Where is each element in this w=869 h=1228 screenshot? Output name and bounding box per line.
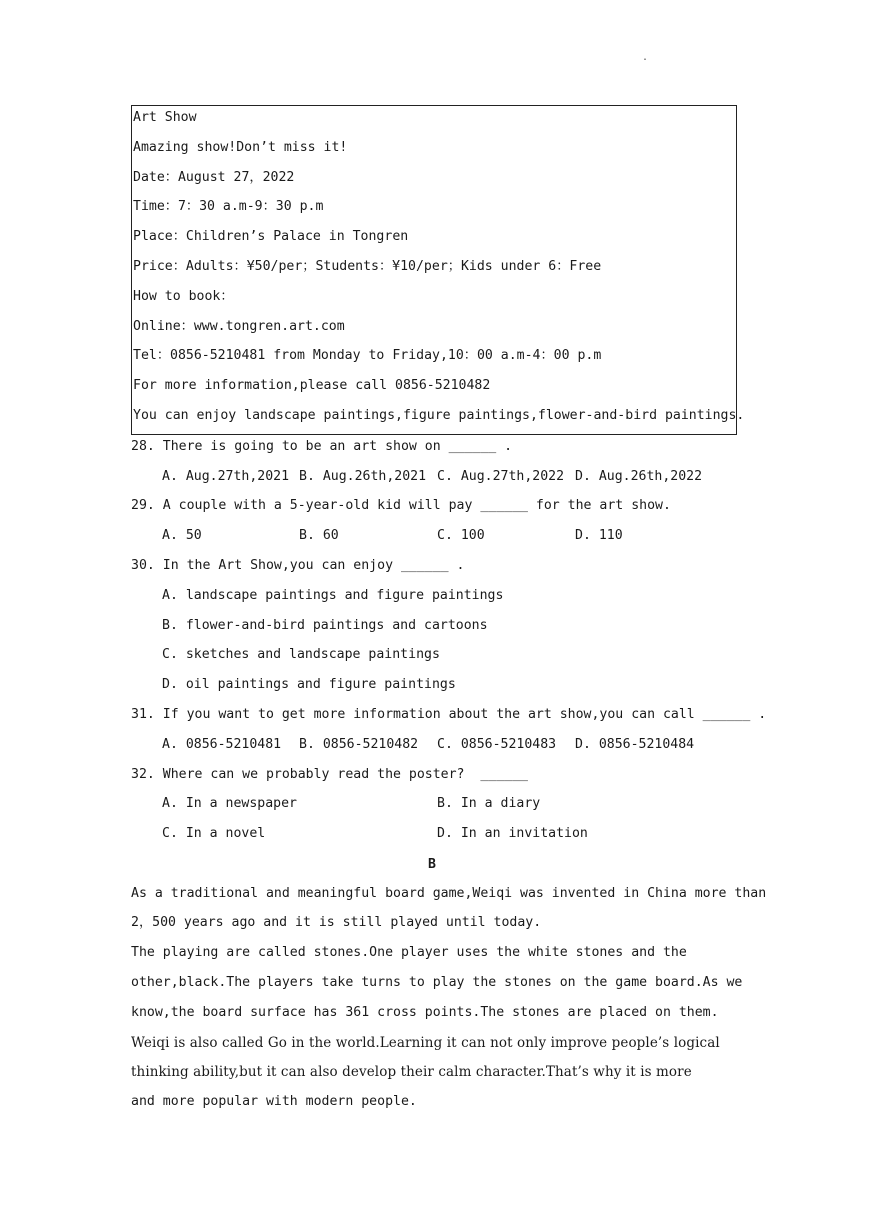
- question-31-stem: 31. If you want to get more information about the art show,you can call ______ .: [131, 707, 767, 722]
- section-b-heading: B: [428, 857, 436, 872]
- question-29-option-b: B. 60: [299, 528, 339, 543]
- question-31-option-a: A. 0856-5210481: [162, 737, 282, 752]
- question-30-stem: 30. In the Art Show,you can enjoy ______ .: [131, 558, 465, 573]
- question-30-option-c: C. sketches and landscape paintings: [162, 647, 440, 662]
- question-32-option-d: D. In an invitation: [437, 826, 588, 841]
- passage-line: know,the board surface has 361 cross points.The stones are placed on them.: [131, 1005, 719, 1020]
- poster-time: Time：7：30 a.m-9：30 p.m: [133, 199, 324, 215]
- header-mark: .: [642, 52, 649, 63]
- poster-price: Price：Adults：¥50/per；Students：¥10/per；Kids under 6：Free: [133, 258, 602, 274]
- question-29-option-d: D. 110: [575, 528, 623, 543]
- passage-line: other,black.The players take turns to play the stones on the game board.As we: [131, 975, 743, 990]
- poster-date: Date：August 27，2022: [133, 169, 295, 185]
- question-28-option-c: C. Aug.27th,2022: [437, 469, 565, 484]
- question-28-option-d: D. Aug.26th,2022: [575, 469, 703, 484]
- question-28-option-a: A. Aug.27th,2021: [162, 469, 290, 484]
- poster-title: Art Show: [133, 110, 197, 125]
- poster-how-to-book: How to book：: [133, 288, 234, 304]
- poster-enjoy: You can enjoy landscape paintings,figure paintings,flower-and-bird paintings.: [133, 407, 745, 423]
- question-30-option-a: A. landscape paintings and figure paintings: [162, 588, 504, 603]
- passage-line: Weiqi is also called Go in the world.Learning it can not only improve people’s logical: [131, 1035, 720, 1051]
- art-show-poster: [131, 105, 745, 435]
- passage-line: The playing are called stones.One player uses the white stones and the: [131, 945, 687, 960]
- question-32-option-a: A. In a newspaper: [162, 796, 297, 811]
- question-31-option-b: B. 0856-5210482: [299, 737, 419, 752]
- question-32-option-c: C. In a novel: [162, 826, 266, 841]
- poster-tel: Tel：0856-5210481 from Monday to Friday,10：00 a.m-4：00 p.m: [133, 348, 602, 364]
- question-32-stem: 32. Where can we probably read the poster? ______: [131, 767, 528, 782]
- question-31-option-c: C. 0856-5210483: [437, 737, 557, 752]
- poster-slogan: Amazing show!Don’t miss it!: [133, 139, 348, 155]
- question-29-option-c: C. 100: [437, 528, 485, 543]
- question-30-option-d: D. oil paintings and figure paintings: [162, 677, 456, 692]
- question-31-option-d: D. 0856-5210484: [575, 737, 695, 752]
- poster-place: Place：Children’s Palace in Tongren: [133, 229, 409, 245]
- question-28-option-b: B. Aug.26th,2021: [299, 469, 427, 484]
- poster-online: Online：www.tongren.art.com: [133, 318, 345, 334]
- question-29-stem: 29. A couple with a 5-year-old kid will pay ______ for the art show.: [131, 498, 671, 513]
- question-30-option-b: B. flower-and-bird paintings and cartoons: [162, 618, 488, 633]
- passage-line: and more popular with modern people.: [131, 1094, 417, 1109]
- question-28-stem: 28. There is going to be an art show on ______ .: [131, 439, 513, 454]
- question-29-option-a: A. 50: [162, 528, 202, 543]
- passage-line: As a traditional and meaningful board game,Weiqi was invented in China more than: [131, 886, 767, 901]
- passage-line: thinking ability,but it can also develop their calm character.That’s why it is more: [131, 1064, 692, 1080]
- passage-line: 2，500 years ago and it is still played until today.: [131, 915, 542, 930]
- question-32-option-b: B. In a diary: [437, 796, 541, 811]
- poster-more-info: For more information,please call 0856-5210482: [133, 378, 491, 394]
